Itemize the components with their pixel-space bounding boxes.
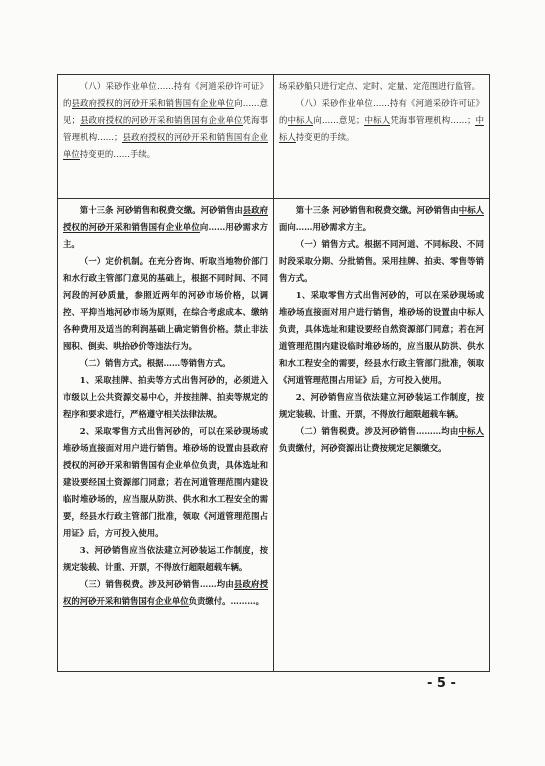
cell-original-row-2 [58, 199, 274, 671]
underlined-text: 中标人 [458, 205, 484, 215]
text-run: 第十三条 河砂销售和税费交缴。河砂销售由 [295, 205, 459, 215]
cell-revised-row-2 [274, 199, 489, 671]
text-run: 凭海事管理机构……； [63, 115, 269, 142]
text-run: 第十三条 河砂销售和税费交缴。河砂销售由 [79, 205, 243, 215]
text-run: 向……意见； [63, 98, 269, 125]
text-run: 1、采取零售方式出售河砂的，可以在采砂现场或堆砂场直接面对用户进行销售，堆砂场的设置由中标人负责，具体选址和建设要经自然资源部门同意；若在河道管理范围内建设临时堆砂场的，应当服从防洪、供水和水工程安全的需要，经县水行政主管部门批准，领取《河道管理范围占用证》后，方可投入使用。 [279, 290, 484, 385]
paragraph [279, 423, 484, 457]
paragraph [279, 287, 484, 389]
paragraph [279, 78, 484, 95]
paragraph [63, 372, 268, 423]
text-run: 向……意见； [313, 115, 365, 125]
paragraph [63, 253, 268, 355]
underlined-text: 县政府授权的河砂开采和销售国有企业单位 [63, 132, 269, 159]
text-run: 负责缴付，河砂资源出让费按规定足额缴交。 [279, 443, 447, 453]
text-run: （三）销售税费。涉及河砂销售……均由 [79, 579, 234, 589]
page-number: - 5 - [427, 676, 456, 691]
cell-original-row-1 [58, 75, 274, 199]
text-run: 场采砂船只进行定点、定时、定量、定范围进行监管。 [279, 81, 480, 91]
paragraph [63, 202, 268, 253]
text-run: （八）采砂作业单位……持有《河道采砂许可证》的 [279, 98, 484, 125]
text-run: （一）销售方式。根据不同河道、不同标段、不同时段采取分期、分批销售。采用挂牌、拍卖、零售等销售方式。 [279, 239, 484, 283]
text-run: 持变更的……手续。 [79, 149, 156, 159]
text-run: 1、采取挂牌、拍卖等方式出售河砂的，必须进入市级以上公共资源交易中心，并按挂牌、拍卖等规定的程序和要求进行，严格遵守相关法律法规。 [63, 375, 268, 419]
paragraph [63, 542, 268, 576]
text-run: 负责缴付。………。 [188, 596, 264, 606]
paragraph [63, 423, 268, 542]
underlined-text: 县政府授权的河砂开采和销售国有企业单位 [63, 205, 268, 232]
underlined-text: 县政府授权的河砂开采和销售国有企业单位 [79, 115, 243, 125]
paragraph [63, 355, 268, 372]
underlined-text: 中标人 [364, 115, 391, 125]
text-run: 凭海事管理机构……； [390, 115, 476, 125]
text-run: 面向……用砂需求方主。 [279, 222, 372, 232]
text-run: 3、河砂销售应当依法建立河砂装运工作制度，按规定装载、计重、开票，不得放行超限超载车辆。 [63, 545, 268, 572]
text-run: 2、河砂销售应当依法建立河砂装运工作制度，按规定装载、计重、开票，不得放行超限超载车辆。 [279, 392, 484, 419]
text-run: 持变更的手续。 [295, 132, 355, 142]
text-run: 向……用砂需求方主。 [63, 222, 269, 249]
paragraph [279, 202, 484, 236]
underlined-text: 县政府授权的河砂开采和销售国有企业单位 [71, 98, 235, 108]
paragraph [279, 236, 484, 287]
paragraph [63, 78, 268, 163]
paragraph [63, 576, 268, 610]
underlined-text: 中标人 [279, 115, 485, 142]
text-run: 2、采取零售方式出售河砂的，可以在采砂现场或堆砂场直接面对用户进行销售。堆砂场的设置由县政府授权的河砂开采和销售国有企业单位负责，具体选址和建设要经国土资源部门同意；若在河道管理范围内建设临时堆砂场的，应当服从防洪、供水和水工程安全的需要，经县水行政主管部门批准，领取《河道管理范围占用证》后，方可投入使用。 [63, 426, 268, 538]
text-run: （二）销售方式。根据……等销售方式。 [79, 358, 231, 368]
cell-revised-row-1 [274, 75, 489, 199]
underlined-text: 中标人 [287, 115, 314, 125]
text-run: （八）采砂作业单位……持有《河道采砂许可证》的 [63, 81, 268, 108]
text-run: 定价机制。在充分咨询、听取当地物价部门和水行政主管部门意见的基础上，根据不同时间、不同河段的河砂质量，参照近两年的河砂市场价格，以调控、平抑当地河砂市场为原则，在综合考虑成本、缴纳各种费用及适当的利润基础上确定销售价格。禁止非法囤积、倒卖、哄抬砂价等违法行为。 [63, 256, 269, 351]
underlined-text: 县政府授权的河砂开采和销售国有企业单位 [63, 579, 268, 606]
paragraph [279, 95, 484, 146]
text-run: （一） [79, 256, 106, 266]
underlined-text: 中标人 [458, 426, 485, 436]
comparison-table [57, 74, 490, 672]
paragraph [279, 389, 484, 423]
text-run: （二）销售税费。涉及河砂销售………均由 [295, 426, 459, 436]
